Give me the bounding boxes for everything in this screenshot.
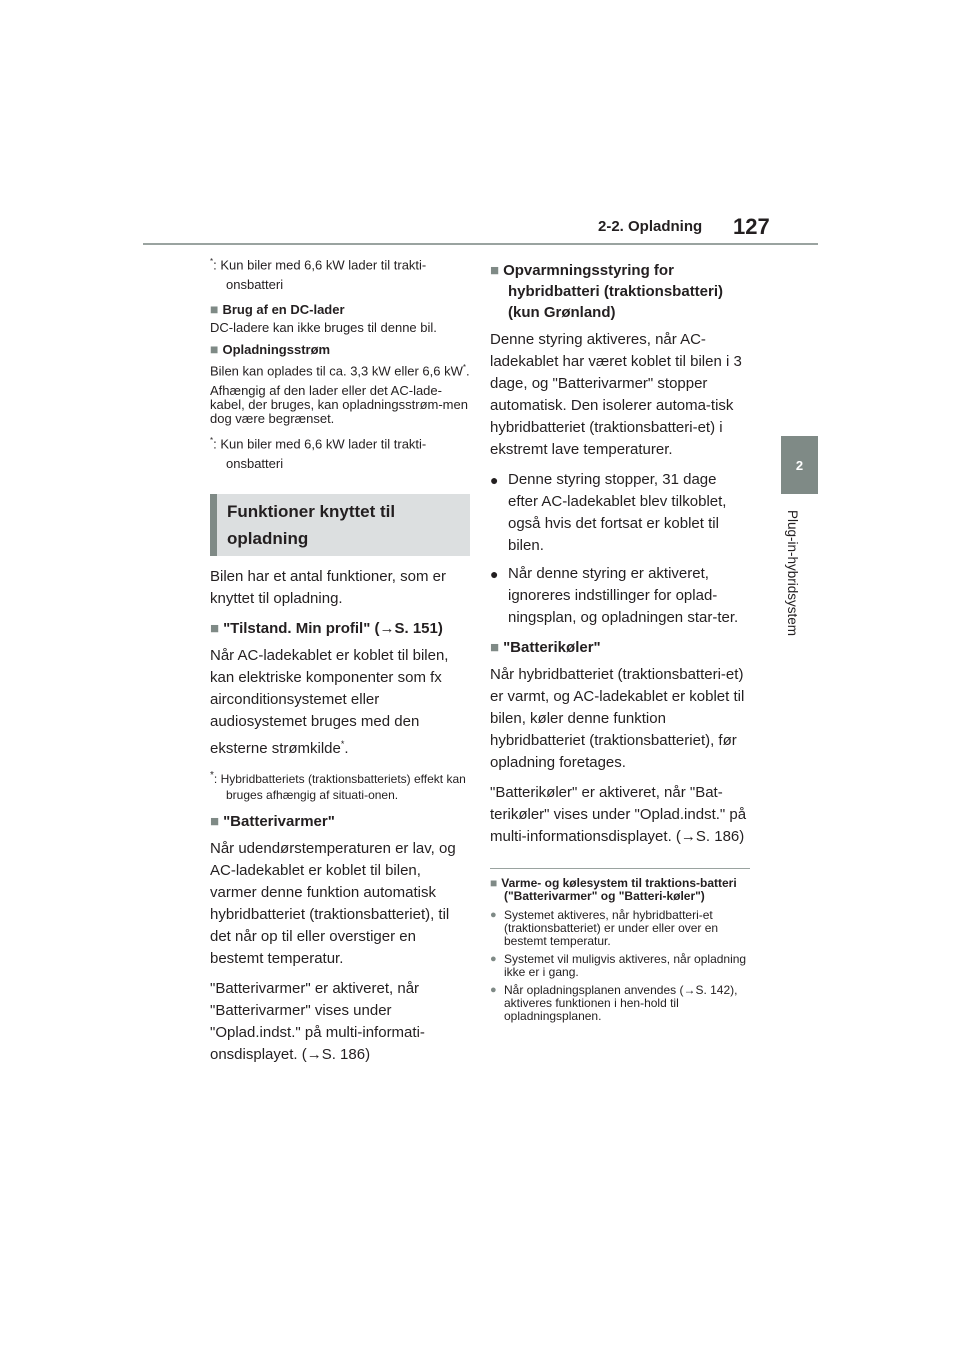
- footnote-1: *: Kun biler med 6,6 kW lader til trakti-onsbatteri: [210, 257, 427, 293]
- intro-text: Bilen har et antal funktioner, som er knyttet til opladning.: [210, 567, 446, 607]
- battery-cooler-text: Når hybridbatteriet (traktionsbatteri-et) er varmt, og AC-ladekablet er koblet til bilen, køler denne funktion hybridbatteriet (traktionsbatteriet), før opladning foretages.: [490, 666, 745, 771]
- note-bullet-2: ● Systemet vil muligvis aktiveres, når opladning ikke er i gang.: [490, 953, 750, 979]
- battery-heater-activation: "Batterivarmer" er aktiveret, når "Batterivarmer" vises under "Oplad.indst." på multi-informati-onsdisplayet. (→S. 186): [210, 979, 425, 1063]
- my-profile-heading: ■ "Tilstand. Min profil" (→S. 151): [210, 619, 443, 637]
- section-title: Funktioner knyttet til opladning: [210, 494, 470, 556]
- battery-heater-heading: ■ "Batterivarmer": [210, 812, 335, 830]
- footnote-2: *: Kun biler med 6,6 kW lader til trakti-onsbatteri: [210, 435, 427, 471]
- battery-cooler-heading: ■ "Batterikøler": [490, 639, 601, 656]
- warmup-control-text: Denne styring aktiveres, når AC-ladekablet har været koblet til bilen i 3 dage, og "Batterivarmer" stopper automatisk. Den isolerer automa-tisk hybridbatteriet (traktionsbatteri-et) i ekstremt lave temperaturer.: [490, 331, 742, 458]
- note-bullet-1: ● Systemet aktiveres, når hybridbatteri-et (traktionsbatteriet) er under eller over en bestemt temperatur.: [490, 909, 750, 948]
- note-divider: [490, 868, 750, 869]
- chapter-label: Plug-in-hybridsystem: [785, 510, 800, 637]
- section-header: 2-2. Opladning: [598, 218, 703, 235]
- page-number: 127: [733, 214, 770, 239]
- charging-current-heading: ■ Opladningsstrøm: [210, 341, 331, 358]
- footnote-3: *: Hybridbatteriets (traktionsbatteriets) effekt kan bruges afhængig af situati-onen.: [210, 769, 466, 802]
- battery-heater-text: Når udendørstemperaturen er lav, og AC-ladekablet er koblet til bilen, varmer denne funktion automatisk hybridbatteriet (traktionsbatteriet), til det når op til eller overstiger en bestemt temperatur.: [210, 839, 456, 967]
- battery-cooler-activation: "Batterikøler" er aktiveret, når "Bat-terikøler" vises under "Oplad.indst." på multi-informationsdisplayet. (→S. 186): [490, 784, 747, 845]
- warmup-bullet-1: ● Denne styring stopper, 31 dage efter AC-ladekablet blev tilkoblet, også hvis det fortsat er koblet til bilen.: [490, 469, 750, 557]
- note-heading: ■ Varme- og kølesystem til traktions-batteri ("Batterivarmer" og "Batteri-køler"): [490, 876, 737, 903]
- chapter-tab: 2: [781, 436, 818, 494]
- warmup-control-heading: ■ Opvarmningsstyring for hybridbatteri (traktionsbatteri) (kun Grønland): [490, 262, 724, 321]
- left-column: [210, 252, 470, 1074]
- warmup-bullet-2: ● Når denne styring er aktiveret, ignoreres indstillinger for oplad-ningsplan, og opladningen star-ter.: [490, 563, 750, 629]
- header-divider: [143, 243, 818, 245]
- dc-charger-heading: ■ Brug af en DC-lader: [210, 301, 345, 318]
- dc-charger-text: DC-ladere kan ikke bruges til denne bil.: [210, 320, 437, 336]
- charging-current-note: Afhængig af den lader eller det AC-lade-kabel, der bruges, kan opladningsstrøm-men dog være begrænset.: [210, 382, 468, 426]
- charging-current-text: Bilen kan oplades til ca. 3,3 kW eller 6,6 kW*.: [210, 363, 470, 379]
- my-profile-text: Når AC-ladekablet er koblet til bilen, kan elektriske komponenter som fx airconditionsystemet eller audiosystemet bruges med den eksterne strømkilde*.: [210, 646, 449, 757]
- note-bullet-3: ● Når opladningsplanen anvendes (→S. 142), aktiveres funktionen i hen-hold til opladningsplanen.: [490, 984, 750, 1023]
- right-column: [490, 252, 750, 1028]
